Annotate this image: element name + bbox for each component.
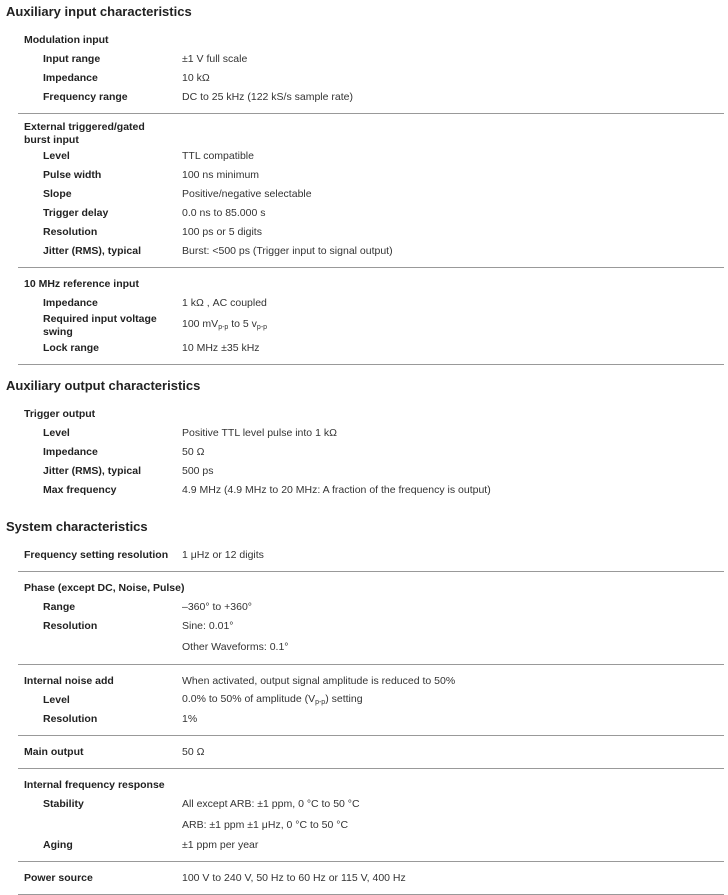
group-header: Trigger output xyxy=(24,408,96,420)
group-header: Modulation input xyxy=(24,34,109,46)
group-header: Phase (except DC, Noise, Pulse) xyxy=(24,582,185,594)
voltage-swing-value: 100 $mV_{p-p}$ to 5 $v_{p-p}$ xyxy=(182,318,268,331)
spec-group xyxy=(18,769,724,862)
spec-row: Range –360° to +360° xyxy=(43,601,252,613)
spec-row: Stability All except ARB: ±1 ppm, 0 °C to 50 °C xyxy=(43,798,360,810)
spec-row: Trigger delay 0.0 ns to 85.000 s xyxy=(43,207,266,219)
spec-row: Max frequency 4.9 MHz (4.9 MHz to 20 MHz: A fraction of the frequency is output) xyxy=(43,484,491,496)
spec-row: Lock range 10 MHz ±35 kHz xyxy=(43,342,260,354)
section-title: Auxiliary output characteristics xyxy=(6,378,201,393)
spec-row: Impedance 1 kΩ , AC coupled xyxy=(43,297,267,309)
spec-group xyxy=(18,539,724,572)
spec-group xyxy=(18,572,724,665)
spec-row: Pulse width 100 ns minimum xyxy=(43,169,260,181)
spec-row: Aging ±1 ppm per year xyxy=(43,839,259,851)
spec-group xyxy=(18,665,724,736)
group-header: Internal frequency response xyxy=(24,779,165,791)
spec-row: Level TTL compatible xyxy=(43,150,254,162)
spec-group xyxy=(18,736,724,769)
noise-level-value: 0.0% to 50% of amplitude $(V_{p-p})$ setting xyxy=(182,692,363,706)
spec-row: Level Positive TTL level pulse into 1 kΩ xyxy=(43,427,337,439)
spec-group xyxy=(18,24,724,114)
spec-row: Impedance 10 kΩ xyxy=(43,72,210,84)
spec-row: ARB: ±1 ppm ±1 μHz, 0 °C to 50 °C xyxy=(182,818,349,831)
section-title: System characteristics xyxy=(6,519,148,534)
section-title: Auxiliary input characteristics xyxy=(6,4,192,19)
group-header: 10 MHz reference input xyxy=(24,278,139,290)
spec-row: Impedance 50 Ω xyxy=(43,446,205,458)
spec-row: Resolution 1% xyxy=(43,713,198,725)
spec-row: Jitter (RMS), typical Burst: <500 ps (Trigger input to signal output) xyxy=(43,245,393,257)
group-header: Main output 50 Ω xyxy=(24,746,205,758)
spec-group xyxy=(18,114,724,268)
spec-row: Other Waveforms: 0.1° xyxy=(182,640,289,653)
group-header: Power source 100 V to 240 V, 50 Hz to 60 Hz or 115 V, 400 Hz xyxy=(24,872,406,884)
spec-group xyxy=(18,268,724,365)
spec-group xyxy=(18,398,724,506)
group-header: External triggered/gated burst input xyxy=(24,121,145,146)
spec-row: Slope Positive/negative selectable xyxy=(43,188,312,200)
spec-row: Jitter (RMS), typical 500 ps xyxy=(43,465,214,477)
spec-row: Resolution 100 ps or 5 digits xyxy=(43,226,262,238)
spec-row: Input range ±1 V full scale xyxy=(43,53,248,65)
spec-row: Resolution Sine: 0.01° xyxy=(43,620,234,632)
group-header: Frequency setting resolution 1 μHz or 12 digits xyxy=(24,549,264,561)
group-header: Internal noise add When activated, output signal amplitude is reduced to 50% xyxy=(24,675,456,687)
spec-group xyxy=(18,862,724,895)
spec-row: Level 0.0% to 50% of amplitude $(V_{p-p})$ setting xyxy=(18,691,724,710)
spec-row: Required input voltage swing 100 $mV_{p-p}$ to 5 $v_{p-p}$ xyxy=(18,313,724,339)
spec-row: Frequency range DC to 25 kHz (122 kS/s sample rate) xyxy=(43,91,353,103)
